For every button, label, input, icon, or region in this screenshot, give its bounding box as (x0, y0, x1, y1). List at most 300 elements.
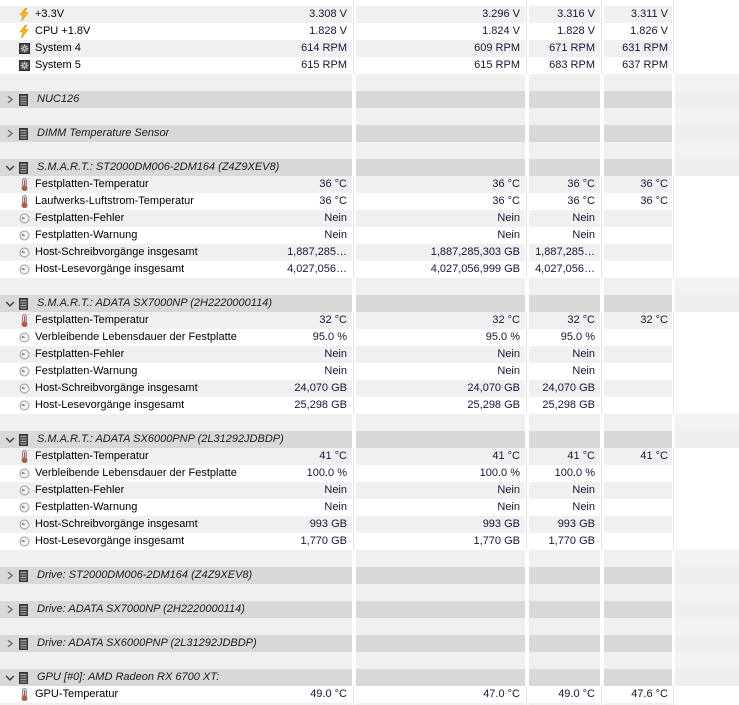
sensor-label: Verbleibende Lebensdauer der Festplatte (35, 331, 237, 343)
twisty-spacer (0, 261, 19, 278)
maximum-value-cell (529, 278, 600, 295)
maximum-value-cell (529, 295, 600, 312)
fan-icon (19, 57, 35, 74)
sensor-row[interactable] (0, 346, 739, 363)
sensor-row[interactable] (0, 686, 739, 703)
sensor-label: Host-Schreibvorgänge insgesamt (35, 382, 198, 394)
sensor-name-cell (0, 108, 352, 125)
average-value-cell (604, 295, 672, 312)
row-right-filler (675, 397, 739, 414)
minimum-value-cell (356, 125, 525, 142)
sensor-name-cell (0, 142, 352, 159)
maximum-value-cell (529, 159, 600, 176)
sensor-label: Host-Lesevorgänge insgesamt (35, 399, 185, 411)
sensor-row[interactable] (0, 6, 739, 23)
row-right-filler (675, 159, 739, 176)
section-header-row[interactable] (0, 669, 739, 686)
average-value-cell (604, 618, 672, 635)
maximum-value-cell: 24,070 GB (529, 380, 600, 397)
sensor-label: Festplatten-Fehler (35, 484, 125, 496)
average-value-cell (604, 550, 672, 567)
chevron-down-icon[interactable] (0, 431, 19, 448)
sensor-name-cell (0, 635, 352, 652)
section-spacer-row (0, 618, 739, 635)
section-header-row[interactable] (0, 635, 739, 652)
row-right-filler (675, 329, 739, 346)
row-right-filler (675, 414, 739, 431)
thermometer-icon (19, 176, 35, 193)
maximum-value-cell: 1.828 V (529, 23, 600, 40)
row-right-filler (675, 431, 739, 448)
row-right-filler (675, 91, 739, 108)
chip-icon (19, 125, 35, 142)
row-right-filler (675, 448, 739, 465)
sensor-row[interactable] (0, 533, 739, 550)
twisty-spacer (0, 6, 19, 23)
twisty-spacer (0, 448, 19, 465)
minimum-value-cell (356, 295, 525, 312)
maximum-value-cell (529, 618, 600, 635)
sensor-name-cell (0, 397, 352, 414)
minimum-value-cell (356, 601, 525, 618)
sensor-name-cell (0, 652, 352, 669)
minimum-value-cell: 36 °C (356, 193, 525, 210)
section-header-row[interactable] (0, 601, 739, 618)
maximum-value-cell: Nein (529, 363, 600, 380)
maximum-value-cell: 100.0 % (529, 465, 600, 482)
sensor-name-cell (0, 40, 352, 57)
twisty-spacer (0, 346, 19, 363)
gauge-icon (19, 227, 35, 244)
minimum-value-cell (356, 431, 525, 448)
twisty-spacer (0, 329, 19, 346)
average-value-cell: 36 °C (604, 193, 672, 210)
average-value-cell (604, 125, 672, 142)
sensor-label: Festplatten-Fehler (35, 212, 125, 224)
minimum-value-cell: 609 RPM (356, 40, 525, 57)
gauge-icon (19, 346, 35, 363)
minimum-value-cell (356, 669, 525, 686)
twisty-spacer (0, 193, 19, 210)
chip-icon (19, 601, 35, 618)
minimum-value-cell: Nein (356, 363, 525, 380)
maximum-value-cell (529, 414, 600, 431)
section-spacer-row (0, 414, 739, 431)
row-right-filler (675, 380, 739, 397)
sensor-name-cell (0, 550, 352, 567)
current-value: 3.308 V (309, 8, 347, 20)
maximum-value-cell: 95.0 % (529, 329, 600, 346)
sensor-name-cell (0, 601, 352, 618)
maximum-value-cell: 1,770 GB (529, 533, 600, 550)
current-value: 49.0 °C (310, 688, 347, 700)
row-right-filler (675, 125, 739, 142)
sensor-label: Host-Schreibvorgänge insgesamt (35, 518, 198, 530)
maximum-value-cell (529, 652, 600, 669)
section-label: S.M.A.R.T.: ST2000DM006-2DM164 (Z4Z9XEV8) (37, 161, 280, 173)
chip-icon (19, 431, 35, 448)
chevron-down-icon[interactable] (0, 159, 19, 176)
maximum-value-cell (529, 601, 600, 618)
average-value-cell (604, 142, 672, 159)
average-value-cell (604, 261, 672, 278)
minimum-value-cell: 95.0 % (356, 329, 525, 346)
current-value: 1.828 V (309, 25, 347, 37)
voltage-icon (19, 23, 35, 40)
sensor-row[interactable] (0, 57, 739, 74)
gauge-icon (19, 244, 35, 261)
maximum-value-cell (529, 431, 600, 448)
current-value: 41 °C (319, 450, 347, 462)
average-value-cell: 32 °C (604, 312, 672, 329)
gauge-icon (19, 397, 35, 414)
gauge-icon (19, 533, 35, 550)
minimum-value-cell: 3.296 V (356, 6, 525, 23)
row-right-filler (675, 482, 739, 499)
thermometer-icon (19, 312, 35, 329)
average-value-cell (604, 635, 672, 652)
sensor-name-cell (0, 669, 352, 686)
maximum-value-cell (529, 125, 600, 142)
section-label: NUC126 (37, 93, 80, 105)
maximum-value-cell: Nein (529, 210, 600, 227)
sensor-name-cell (0, 516, 352, 533)
gauge-icon (19, 465, 35, 482)
maximum-value-cell: 1,887,285… (529, 244, 600, 261)
average-value-cell (604, 210, 672, 227)
sensor-name-cell (0, 295, 352, 312)
average-value-cell: 47.6 °C (604, 686, 672, 703)
sensor-name-cell (0, 482, 352, 499)
sensor-name-cell (0, 6, 352, 23)
sensor-name-cell (0, 227, 352, 244)
twisty-spacer (0, 516, 19, 533)
sensor-row[interactable] (0, 499, 739, 516)
current-value: 615 RPM (301, 59, 347, 71)
section-header-row[interactable] (0, 431, 739, 448)
maximum-value-cell: 3.316 V (529, 6, 600, 23)
maximum-value-cell (529, 74, 600, 91)
sensor-label: Host-Schreibvorgänge insgesamt (35, 246, 198, 258)
gauge-icon (19, 482, 35, 499)
maximum-value-cell (529, 142, 600, 159)
sensor-row[interactable] (0, 363, 739, 380)
sensor-name-cell (0, 363, 352, 380)
average-value-cell (604, 244, 672, 261)
minimum-value-cell: 36 °C (356, 176, 525, 193)
sensor-label: Host-Lesevorgänge insgesamt (35, 263, 185, 275)
average-value-cell: 36 °C (604, 176, 672, 193)
sensor-row[interactable] (0, 261, 739, 278)
minimum-value-cell: Nein (356, 482, 525, 499)
maximum-value-cell: 671 RPM (529, 40, 600, 57)
sensor-row[interactable] (0, 176, 739, 193)
maximum-value-cell: 49.0 °C (529, 686, 600, 703)
section-header-row[interactable] (0, 159, 739, 176)
row-right-filler (675, 6, 739, 23)
thermometer-icon (19, 448, 35, 465)
row-right-filler (675, 40, 739, 57)
row-right-filler (675, 601, 739, 618)
row-right-filler (675, 312, 739, 329)
section-label: S.M.A.R.T.: ADATA SX6000PNP (2L31292JDBDP) (37, 433, 284, 445)
sensor-label: Laufwerks-Luftstrom-Temperatur (35, 195, 194, 207)
chip-icon (19, 669, 35, 686)
twisty-spacer (0, 57, 19, 74)
twisty-spacer (0, 363, 19, 380)
current-value: Nein (324, 229, 347, 241)
section-spacer-row (0, 108, 739, 125)
average-value-cell (604, 363, 672, 380)
row-right-filler (675, 618, 739, 635)
current-value: Nein (324, 365, 347, 377)
sensor-row[interactable] (0, 465, 739, 482)
current-value: Nein (324, 484, 347, 496)
minimum-value-cell (356, 74, 525, 91)
row-right-filler (675, 278, 739, 295)
section-label: S.M.A.R.T.: ADATA SX7000NP (2H2220000114) (37, 297, 272, 309)
average-value-cell (604, 652, 672, 669)
minimum-value-cell: 25,298 GB (356, 397, 525, 414)
sensor-label: Verbleibende Lebensdauer der Festplatte (35, 467, 237, 479)
sensor-name-cell (0, 159, 352, 176)
average-value-cell (604, 584, 672, 601)
row-right-filler (675, 227, 739, 244)
average-value-cell (604, 329, 672, 346)
minimum-value-cell (356, 142, 525, 159)
average-value-cell (604, 567, 672, 584)
chevron-down-icon[interactable] (0, 295, 19, 312)
minimum-value-cell (356, 108, 525, 125)
chip-icon (19, 159, 35, 176)
average-value-cell (604, 516, 672, 533)
gauge-icon (19, 329, 35, 346)
maximum-value-cell: 4,027,056… (529, 261, 600, 278)
maximum-value-cell (529, 567, 600, 584)
maximum-value-cell (529, 91, 600, 108)
minimum-value-cell: 47.0 °C (356, 686, 525, 703)
twisty-spacer (0, 210, 19, 227)
row-right-filler (675, 465, 739, 482)
current-value: 993 GB (309, 518, 347, 530)
average-value-cell (604, 397, 672, 414)
sensor-row[interactable] (0, 516, 739, 533)
twisty-spacer (0, 499, 19, 516)
average-value-cell: 637 RPM (604, 57, 672, 74)
row-right-filler (675, 652, 739, 669)
maximum-value-cell: Nein (529, 499, 600, 516)
average-value-cell (604, 431, 672, 448)
sensor-row[interactable] (0, 448, 739, 465)
row-right-filler (675, 244, 739, 261)
gauge-icon (19, 499, 35, 516)
minimum-value-cell (356, 652, 525, 669)
sensor-name-cell (0, 499, 352, 516)
row-right-filler (675, 261, 739, 278)
row-right-filler (675, 142, 739, 159)
average-value-cell (604, 227, 672, 244)
chevron-right-icon[interactable] (0, 567, 19, 584)
current-value: 36 °C (319, 178, 347, 190)
sensor-name-cell (0, 329, 352, 346)
section-header-row[interactable] (0, 91, 739, 108)
sensor-row[interactable] (0, 380, 739, 397)
twisty-spacer (0, 244, 19, 261)
average-value-cell (604, 669, 672, 686)
sensor-row[interactable] (0, 40, 739, 57)
chevron-right-icon[interactable] (0, 601, 19, 618)
minimum-value-cell: 1,887,285,303 GB (356, 244, 525, 261)
section-spacer-row (0, 550, 739, 567)
maximum-value-cell: 683 RPM (529, 57, 600, 74)
maximum-value-cell: 41 °C (529, 448, 600, 465)
minimum-value-cell: 24,070 GB (356, 380, 525, 397)
minimum-value-cell: 32 °C (356, 312, 525, 329)
minimum-value-cell (356, 550, 525, 567)
row-right-filler (675, 533, 739, 550)
sensor-name-cell (0, 244, 352, 261)
maximum-value-cell: Nein (529, 482, 600, 499)
row-right-filler (675, 686, 739, 703)
gauge-icon (19, 363, 35, 380)
section-label: Drive: ST2000DM006-2DM164 (Z4Z9XEV8) (37, 569, 253, 581)
sensor-row[interactable] (0, 210, 739, 227)
sensor-row[interactable] (0, 23, 739, 40)
gauge-icon (19, 261, 35, 278)
current-value: 24,070 GB (294, 382, 347, 394)
voltage-icon (19, 6, 35, 23)
current-value: 1,770 GB (300, 535, 347, 547)
minimum-value-cell (356, 91, 525, 108)
current-value: Nein (324, 348, 347, 360)
section-header-row[interactable] (0, 295, 739, 312)
current-value: 100.0 % (306, 467, 347, 479)
thermometer-icon (19, 193, 35, 210)
minimum-value-cell (356, 584, 525, 601)
sensor-label: Festplatten-Warnung (35, 365, 138, 377)
maximum-value-cell: 36 °C (529, 193, 600, 210)
chevron-right-icon[interactable] (0, 125, 19, 142)
gauge-icon (19, 516, 35, 533)
twisty-spacer (0, 23, 19, 40)
row-right-filler (675, 74, 739, 91)
sensor-label: Host-Lesevorgänge insgesamt (35, 535, 185, 547)
sensor-row[interactable] (0, 227, 739, 244)
row-right-filler (675, 295, 739, 312)
average-value-cell (604, 159, 672, 176)
row-right-filler (675, 23, 739, 40)
row-right-filler (675, 516, 739, 533)
sensor-row[interactable] (0, 397, 739, 414)
row-right-filler (675, 363, 739, 380)
maximum-value-cell (529, 635, 600, 652)
current-value: 25,298 GB (294, 399, 347, 411)
minimum-value-cell (356, 567, 525, 584)
chip-icon (19, 567, 35, 584)
maximum-value-cell (529, 550, 600, 567)
minimum-value-cell: Nein (356, 346, 525, 363)
average-value-cell: 631 RPM (604, 40, 672, 57)
average-value-cell: 41 °C (604, 448, 672, 465)
average-value-cell (604, 499, 672, 516)
gauge-icon (19, 380, 35, 397)
section-header-row[interactable] (0, 567, 739, 584)
gauge-icon (19, 210, 35, 227)
minimum-value-cell: 993 GB (356, 516, 525, 533)
section-spacer-row (0, 278, 739, 295)
chevron-right-icon[interactable] (0, 91, 19, 108)
minimum-value-cell: Nein (356, 210, 525, 227)
sensor-label: Festplatten-Temperatur (35, 450, 149, 462)
section-label: Drive: ADATA SX6000PNP (2L31292JDBDP) (37, 637, 257, 649)
maximum-value-cell (529, 584, 600, 601)
average-value-cell: 1.826 V (604, 23, 672, 40)
section-label: Drive: ADATA SX7000NP (2H2220000114) (37, 603, 245, 615)
sensor-label: System 4 (35, 42, 81, 54)
sensor-label: Festplatten-Warnung (35, 229, 138, 241)
current-value: 36 °C (319, 195, 347, 207)
chip-icon (19, 295, 35, 312)
current-value: Nein (324, 212, 347, 224)
average-value-cell (604, 465, 672, 482)
maximum-value-cell: 25,298 GB (529, 397, 600, 414)
row-right-filler (675, 210, 739, 227)
sensor-name-cell (0, 380, 352, 397)
average-value-cell (604, 91, 672, 108)
minimum-value-cell (356, 618, 525, 635)
chevron-right-icon[interactable] (0, 635, 19, 652)
sensor-name-cell (0, 74, 352, 91)
twisty-spacer (0, 40, 19, 57)
section-spacer-row (0, 652, 739, 669)
section-header-row[interactable] (0, 125, 739, 142)
maximum-value-cell (529, 669, 600, 686)
minimum-value-cell: 1.824 V (356, 23, 525, 40)
current-value: 1,887,285… (287, 246, 347, 258)
twisty-spacer (0, 227, 19, 244)
sensor-row[interactable] (0, 193, 739, 210)
sensor-row[interactable] (0, 312, 739, 329)
sensor-row[interactable] (0, 329, 739, 346)
row-right-filler (675, 669, 739, 686)
sensor-row[interactable] (0, 482, 739, 499)
section-spacer-row (0, 584, 739, 601)
row-right-filler (675, 176, 739, 193)
twisty-spacer (0, 533, 19, 550)
maximum-value-cell: Nein (529, 227, 600, 244)
sensor-row[interactable] (0, 244, 739, 261)
minimum-value-cell (356, 635, 525, 652)
sensor-name-cell (0, 584, 352, 601)
row-right-filler (675, 108, 739, 125)
sensor-name-cell (0, 465, 352, 482)
average-value-cell (604, 482, 672, 499)
twisty-spacer (0, 482, 19, 499)
sensor-name-cell (0, 414, 352, 431)
twisty-spacer (0, 312, 19, 329)
minimum-value-cell: 100.0 % (356, 465, 525, 482)
average-value-cell (604, 533, 672, 550)
minimum-value-cell: 41 °C (356, 448, 525, 465)
sensor-label: Festplatten-Temperatur (35, 314, 149, 326)
sensor-label: System 5 (35, 59, 81, 71)
chevron-down-icon[interactable] (0, 669, 19, 686)
maximum-value-cell: 993 GB (529, 516, 600, 533)
thermometer-icon (19, 686, 35, 703)
sensor-name-cell (0, 567, 352, 584)
current-value: 4,027,056… (287, 263, 347, 275)
row-right-filler (675, 584, 739, 601)
